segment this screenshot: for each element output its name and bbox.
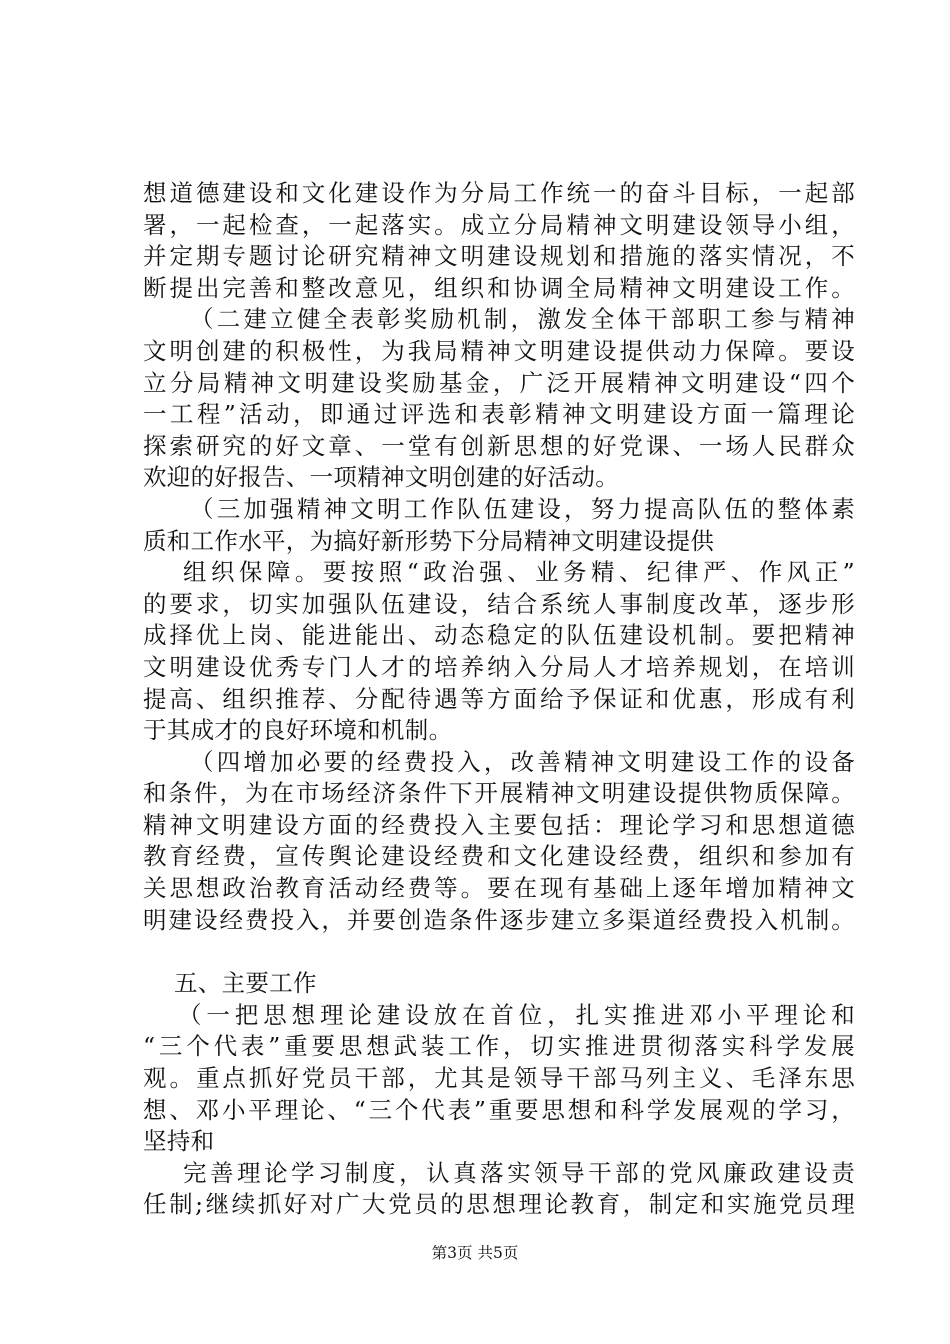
paragraph-gap: [143, 936, 855, 968]
paragraph-start-line: （四增加必要的经费投入，改善精神文明建设工作的设备: [190, 747, 855, 776]
text-line: 文明建设优秀专门人才的培养纳入分局人才培养规划，在培训: [143, 652, 855, 681]
section-heading: 五、主要工作: [174, 969, 317, 998]
text-line: 教育经费，宣传舆论建设经费和文化建设经费，组织和参加有: [143, 842, 855, 871]
page-number-footer: 第3页 共5页: [431, 1244, 519, 1262]
paragraph-start-line: 完善理论学习制度，认真落实领导干部的党风廉政建设责: [183, 1158, 855, 1187]
text-line: 的要求，切实加强队伍建设，结合系统人事制度改革，逐步形: [143, 589, 855, 618]
paragraph-start-line: 组织保障。要按照“政治强、业务精、纪律严、作风正”: [183, 558, 855, 587]
paragraph-start-line: （一把思想理论建设放在首位，扎实推进邓小平理论和: [178, 1000, 855, 1029]
text-line: 任制;继续抓好对广大党员的思想理论教育，制定和实施党员理: [143, 1190, 855, 1219]
text-line: 立分局精神文明建设奖励基金，广泛开展精神文明建设“四个: [143, 368, 855, 397]
text-line: 明建设经费投入，并要创造条件逐步建立多渠道经费投入机制。: [143, 905, 855, 934]
text-line: 欢迎的好报告、一项精神文明创建的好活动。: [143, 463, 619, 492]
text-line: 探索研究的好文章、一堂有创新思想的好党课、一场人民群众: [143, 431, 855, 460]
text-line: “三个代表”重要思想武装工作，切实推进贯彻落实科学发展: [143, 1032, 855, 1061]
text-line: 想道德建设和文化建设作为分局工作统一的奋斗目标，一起部: [143, 179, 855, 207]
text-line: 断提出完善和整改意见，组织和协调全局精神文明建设工作。: [143, 273, 855, 302]
text-line: 文明创建的积极性，为我局精神文明建设提供动力保障。要设: [143, 336, 855, 365]
paragraph-start-line: （三加强精神文明工作队伍建设，努力提高队伍的整体素: [190, 494, 855, 523]
document-body: [143, 178, 855, 1221]
text-line: 并定期专题讨论研究精神文明建设规划和措施的落实情况，不: [143, 242, 855, 271]
text-line: 质和工作水平，为搞好新形势下分局精神文明建设提供: [143, 526, 715, 555]
text-line: 观。重点抓好党员干部，尤其是领导干部马列主义、毛泽东思: [143, 1064, 855, 1093]
text-line: 于其成才的良好环境和机制。: [143, 716, 453, 745]
text-line: 和条件，为在市场经济条件下开展精神文明建设提供物质保障。: [143, 779, 855, 808]
text-line: 提高、组织推荐、分配待遇等方面给予保证和优惠，形成有利: [143, 684, 855, 713]
text-line: 关思想政治教育活动经费等。要在现有基础上逐年增加精神文: [143, 874, 855, 903]
paragraph-start-line: （二建立健全表彰奖励机制，激发全体干部职工参与精神: [190, 305, 855, 334]
text-line: 精神文明建设方面的经费投入主要包括：理论学习和思想道德: [143, 810, 855, 839]
text-line: 一工程”活动，即通过评选和表彰精神文明建设方面一篇理论: [143, 400, 855, 429]
text-line: 坚持和: [143, 1127, 215, 1156]
text-line: 署，一起检查，一起落实。成立分局精神文明建设领导小组，: [143, 210, 855, 239]
text-line: 想、邓小平理论、“三个代表”重要思想和科学发展观的学习，: [143, 1095, 855, 1124]
text-line: 成择优上岗、能进能出、动态稳定的队伍建设机制。要把精神: [143, 621, 855, 650]
